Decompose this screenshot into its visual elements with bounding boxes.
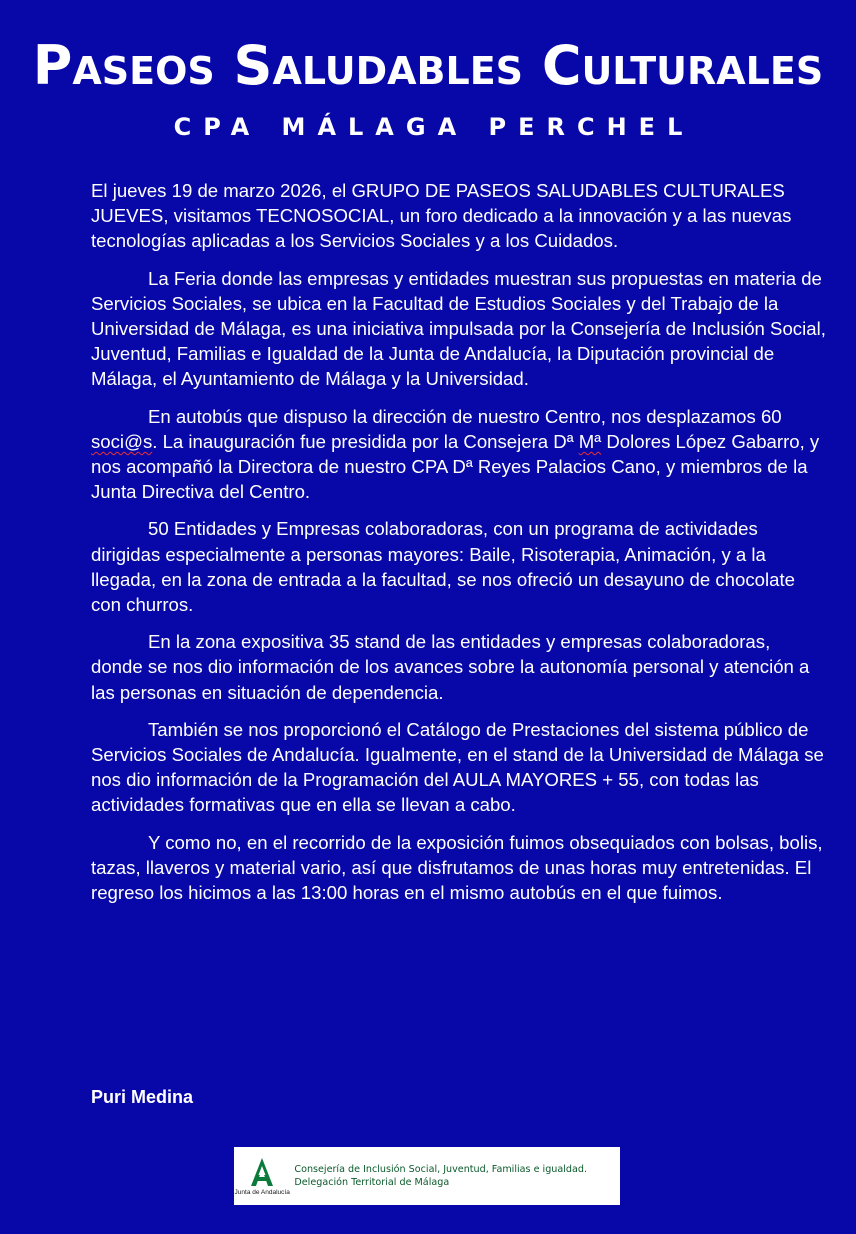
paragraph-3 [91, 404, 826, 505]
paragraph-3-part-a: En autobús que dispuso la dirección de nuestro Centro, nos desplazamos 60 [148, 405, 782, 427]
paragraph-5: En la zona expositiva 35 stand de las entidades y empresas colaboradoras, donde se nos dio información de los avances sobre la autonomía personal y atención a las personas en situación de dependencia. [91, 631, 810, 703]
paragraph-1: El jueves 19 de marzo 2026, el GRUPO DE PASEOS SALUDABLES CULTURALES JUEVES, visitamos TECNOSOCIAL, un foro dedicado a la innovación y a las nuevas tecnologías aplicadas a los Servicios Sociales y a los Cuidados. [91, 180, 792, 252]
article-body [91, 178, 826, 917]
paragraph-6: También se nos proporcionó el Catálogo de Prestaciones del sistema público de Servicios Sociales de Andalucía. Igualmente, en el stand de la Universidad de Málaga se nos dio información de la Programación del AULA MAYORES + 55, con todas las actividades formativas que en ella se llevan a cabo. [91, 718, 824, 816]
page-subtitle: CPA MÁLAGA PERCHEL [173, 113, 695, 141]
paragraph-7: Y como no, en el recorrido de la exposición fuimos obsequiados con bolsas, bolis, tazas, llaveros y material vario, así que disfrutamos de unas horas muy entretenidas. El regreso los hicimos a las 13:00 horas en el mismo autobús en el que fuimos. [91, 831, 823, 904]
logo-label: Junta de Andalucía [234, 1188, 290, 1196]
paragraph-4: 50 Entidades y Empresas colaboradoras, con un programa de actividades dirigidas especialmente a personas mayores: Baile, Risoterapia, Animación, y a la llegada, en la zona de entrada a la facultad, se nos ofreció un desayuno de chocolate con churros. [91, 518, 795, 616]
footer-institution-box [234, 1147, 620, 1205]
page-title: Paseos Saludables Culturales [32, 34, 824, 97]
footer-institution-text: Consejería de Inclusión Social, Juventud, Familias e igualdad. Delegación Territorial de Málaga [294, 1164, 588, 1188]
author-signature: Puri Medina [91, 1087, 194, 1107]
paragraph-3-part-c: . La inauguración fue presidida por la Consejera Dª [152, 430, 579, 452]
paragraph-2: La Feria donde las empresas y entidades muestran sus propuestas en materia de Servicios Sociales, se ubica en la Facultad de Estudios Sociales y del Trabajo de la Universidad de Málaga, es una iniciativa impulsada por la Consejería de Inclusión Social, Juventud, Familias e Igualdad de la Junta de Andalucía, la Diputación provincial de Málaga, el Ayuntamiento de Málaga y la Universidad. [91, 267, 826, 390]
junta-andalucia-logo [234, 1147, 290, 1205]
paragraph-3-part-e: Dolores López Gabarro, y nos acompañó la Directora de nuestro CPA Dª Reyes Palacios Cano, y miembros de la Junta Directiva del Centro. [91, 430, 820, 503]
junta-andalucia-icon [249, 1157, 275, 1187]
spellcheck-word-ma: Mª [578, 430, 602, 452]
spellcheck-word-socias: soci@s [91, 430, 153, 452]
